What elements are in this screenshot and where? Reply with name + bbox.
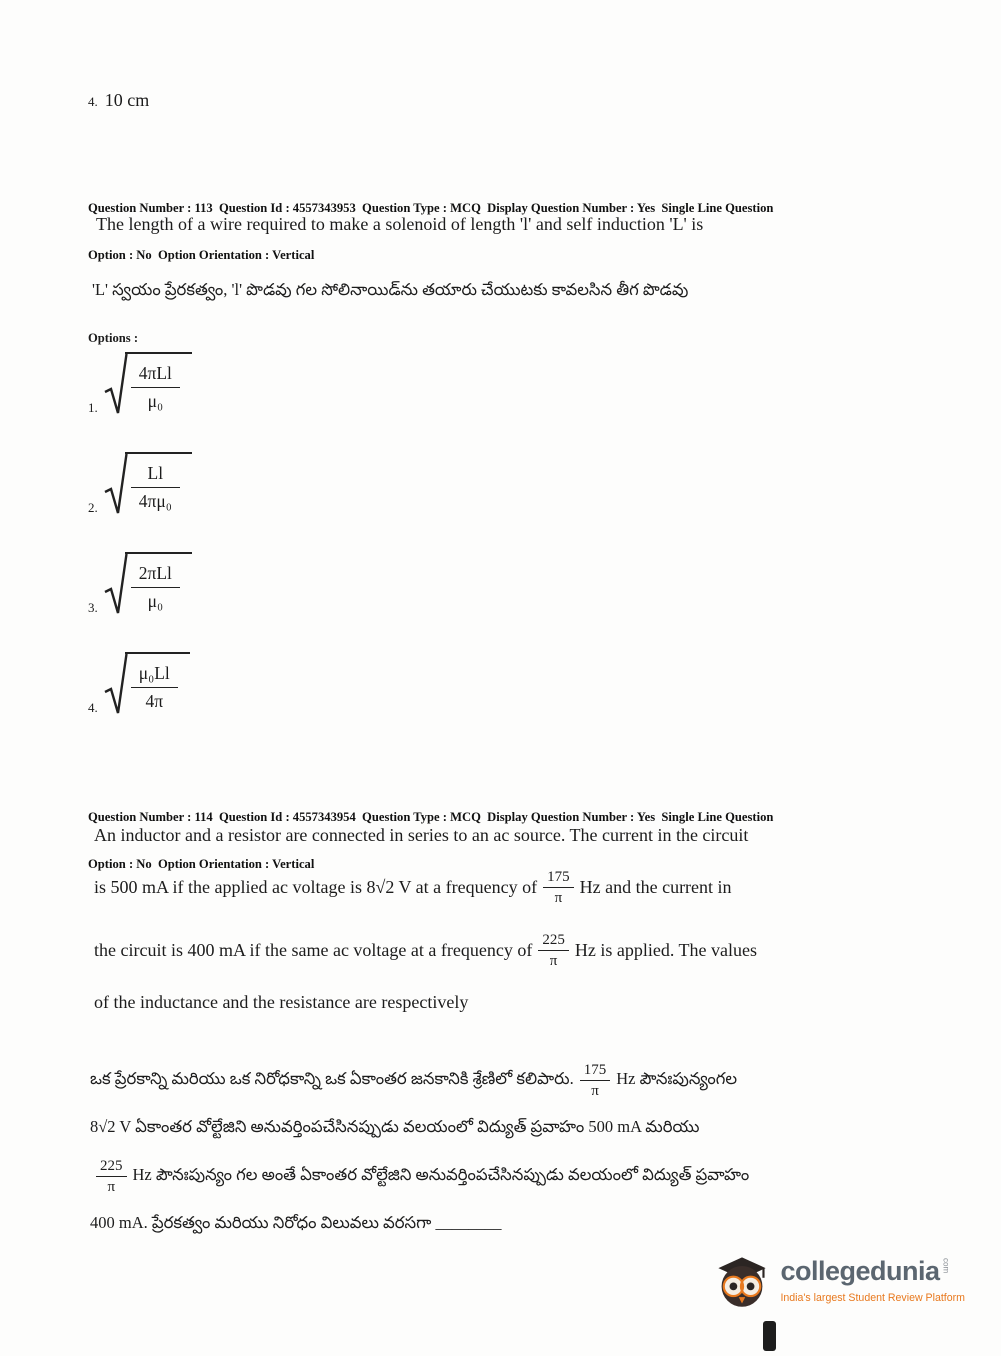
q114-te-line2: 8√2 V ఏకాంతర వోల్టేజిని అనువర్తింపచేసినప్పుడు వలయంలో విద్యుత్ ప్రవాహం 500 mA మరియు <box>90 1116 700 1136</box>
q114-te-line3: 225 π Hz పౌనఃపున్యం గల అంతే ఏకాంతర వోల్టేజిని అనువర్తింపచేసినప్పుడు వలయంలో విద్యుత్ ప్రవాహం <box>90 1150 900 1202</box>
q114-te-line1: ఒక ప్రేరకాన్ని మరియు ఒక నిరోధకాన్ని ఒక ఏకాంతర జనకానికి శ్రేణిలో కలిపారు. 175 π Hz పౌనఃపున్యంగల <box>90 1061 738 1099</box>
q114-en-line2: is 500 mA if the applied ac voltage is 8√2 V at a frequency of 175 π Hz and the current in <box>94 868 732 906</box>
q114-en-line3: the circuit is 400 mA if the same ac voltage at a frequency of 225 π Hz is applied. The values <box>94 931 757 969</box>
q113-meta-line1: Question Number : 113 Question Id : 4557343953 Question Type : MCQ Display Question Number : Yes Single Line Question <box>88 201 774 215</box>
q114-te-line4: 400 mA. ప్రేరకత్వం మరియు నిరోధం విలువలు వరసగా ________ <box>90 1212 502 1232</box>
fraction-denominator: 4πμ₀ <box>131 487 180 512</box>
q113-option-2 <box>88 452 192 518</box>
q114-question-english <box>94 820 894 1028</box>
q114-en-line1: An inductor and a resistor are connected in series to an ac source. The current in the circuit <box>94 824 749 845</box>
q113-option-3 <box>88 552 192 618</box>
fraction-numerator: 2πLl <box>138 562 172 583</box>
option-number: 1. <box>88 400 98 415</box>
fraction-denominator: 4π <box>131 687 178 712</box>
logo-tld-text: com <box>941 1258 951 1274</box>
previous-question-option <box>88 90 149 111</box>
collegedunia-logo <box>713 1252 965 1310</box>
option-text: 10 cm <box>104 90 150 110</box>
inline-fraction: 225 π <box>96 1157 127 1196</box>
q114-en-line4: of the inductance and the resistance are respectively <box>94 991 469 1012</box>
option-number: 4. <box>88 700 98 715</box>
logo-tagline: India's largest Student Review Platform <box>780 1292 965 1304</box>
q113-meta-line2: Option : No Option Orientation : Vertical <box>88 247 315 262</box>
option-number: 2. <box>88 500 98 515</box>
q113-question-telugu: 'L' స్వయం ప్రేరకత్వం, 'l' పొడవు గల సోలినాయిడ్‌ను తయారు చేయుటకు కావలసిన తీగ పొడవు <box>92 280 689 299</box>
fraction-numerator: μ₀Ll <box>138 662 170 683</box>
q114-meta-line2: Option : No Option Orientation : Vertical <box>88 856 315 871</box>
option-number: 3. <box>88 600 98 615</box>
q114-meta-line1: Question Number : 114 Question Id : 4557343954 Question Type : MCQ Display Question Number : Yes Single Line Question <box>88 810 774 824</box>
options-label: Options : <box>88 331 139 345</box>
radical-expression <box>104 652 190 718</box>
radical-expression <box>104 452 192 518</box>
fraction <box>131 562 180 612</box>
option-number: 4. <box>88 94 98 109</box>
fraction-numerator: 4πLl <box>138 362 172 383</box>
fraction-denominator: μ₀ <box>131 387 180 412</box>
q114-question-telugu <box>90 1054 900 1246</box>
corner-mark <box>763 1321 776 1351</box>
fraction-numerator: Ll <box>147 462 164 483</box>
fraction-denominator: μ₀ <box>131 587 180 612</box>
q113-option-1 <box>88 352 192 418</box>
q113-option-4 <box>88 652 190 718</box>
inline-fraction: 175 π <box>580 1061 611 1100</box>
inline-fraction: 225 π <box>538 931 569 970</box>
logo-brand-text: collegedunia <box>780 1256 940 1286</box>
inline-fraction: 175 π <box>543 868 574 907</box>
q113-question-english: The length of a wire required to make a solenoid of length 'l' and self induction 'L' is <box>96 214 704 234</box>
fraction <box>131 462 180 512</box>
radical-expression <box>104 552 192 618</box>
radical-expression <box>104 352 192 418</box>
fraction <box>131 662 178 712</box>
fraction <box>131 362 180 412</box>
owl-logo-icon <box>713 1252 771 1310</box>
